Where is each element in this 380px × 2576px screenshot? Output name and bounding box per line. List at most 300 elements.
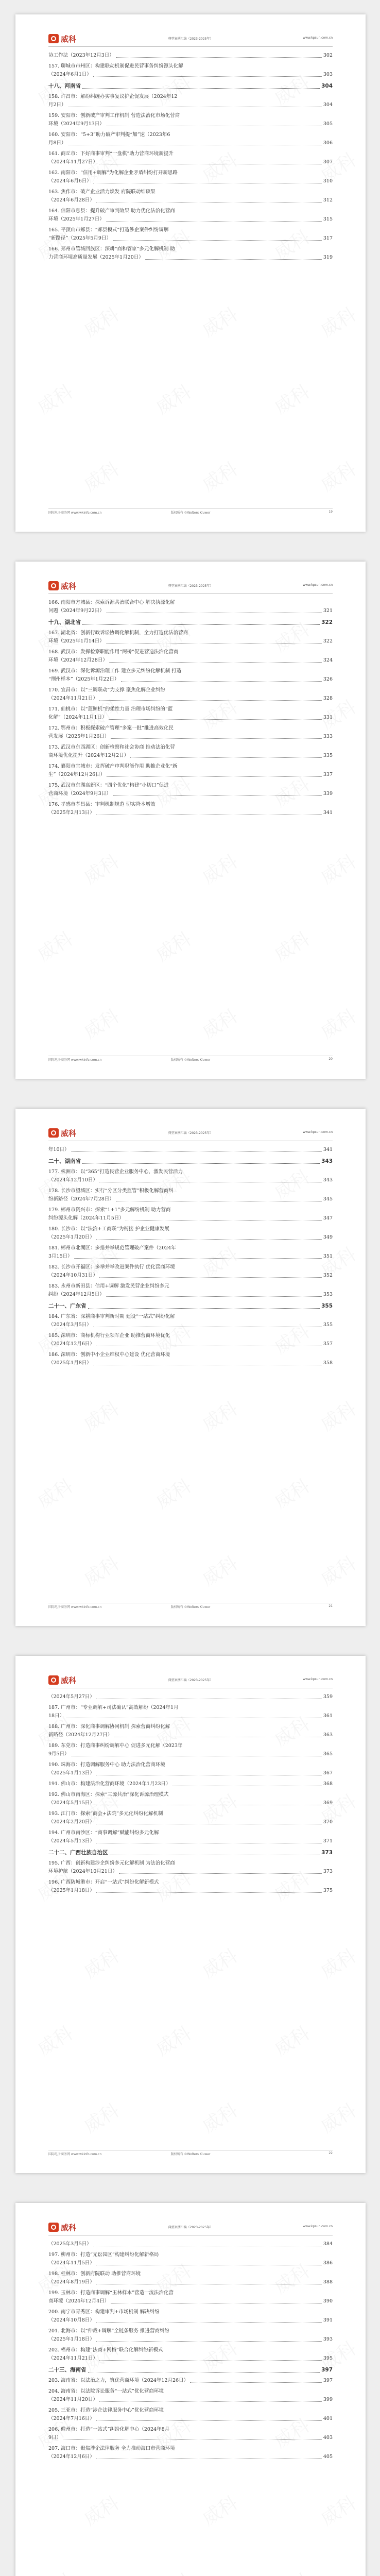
toc-entry-line-last: [48, 177, 333, 185]
toc-entry[interactable]: [48, 2445, 333, 2461]
toc-entry-line: [48, 150, 333, 158]
toc-entry-text: 新路径（2024年12月27日）: [48, 1732, 113, 1738]
toc-entry[interactable]: [48, 2251, 333, 2267]
toc-entry-text: （2024年12月6日）: [48, 2454, 95, 2460]
header-doc-title: 典型案例汇编（2023-2025年）: [168, 1131, 213, 1135]
toc-section-heading[interactable]: [48, 2365, 333, 2375]
toc-entry[interactable]: [48, 1878, 333, 1895]
toc-entry-text: 176. 孝感市孝昌县：审判机制规范 切实降本增效: [48, 802, 156, 807]
toc-entry-line-last: [48, 2259, 333, 2267]
toc-entry-text: 177. 株洲市：以“365”打造民营企业服务中心，激发民营活力: [48, 1169, 183, 1175]
toc-entry[interactable]: [48, 1313, 333, 1329]
toc-page-number: 357: [323, 1341, 333, 1347]
toc-entry-line: [48, 2251, 333, 2259]
toc-entry-line: [48, 1351, 333, 1359]
toc-page-number: 361: [323, 1713, 333, 1719]
toc-entry-line-last: [48, 2240, 333, 2248]
toc-entry-line-last: [48, 1321, 333, 1329]
toc-page-number: 403: [323, 2435, 333, 2441]
leader-dots: [145, 259, 322, 260]
toc-entry[interactable]: [48, 1146, 333, 1154]
toc-entry[interactable]: [48, 245, 333, 262]
toc-entry[interactable]: [48, 1282, 333, 1299]
toc-entry-text: （2025年1月18日）: [48, 2336, 95, 2342]
toc-entry-text: 159. 安阳市：创新破产审判工作机制 营造法治化市场化营商: [48, 113, 180, 118]
toc-entry-text: 二十一、广东省: [48, 1303, 87, 1309]
leader-dots: [82, 88, 320, 89]
header-doc-title: 典型案例汇编（2023-2025年）: [168, 584, 213, 588]
toc-entry-text: （2024年6月6日）: [48, 178, 92, 184]
watermark-text: [197, 300, 242, 342]
toc-entry[interactable]: [48, 150, 333, 166]
toc-entry[interactable]: [48, 1780, 333, 1788]
toc-entry-text: 商环境（2024年12月4日）: [48, 2298, 110, 2304]
toc-page-number: 373: [321, 1850, 333, 1856]
toc-page-number: 352: [323, 1273, 333, 1278]
toc-page-number: 343: [321, 1158, 333, 1164]
leader-dots: [126, 1220, 322, 1221]
toc-entry[interactable]: [48, 1332, 333, 1348]
footer-page-number: 20: [329, 1057, 333, 1061]
toc-entry[interactable]: [48, 1244, 333, 1261]
footer-left: 国际电子商务网 www.wkinfo.com.cn: [48, 1058, 102, 1062]
toc-entry-line: [48, 207, 333, 215]
toc-entry-line: [48, 724, 333, 733]
toc-entry-line-last: [48, 71, 333, 79]
watermark-text: [315, 1549, 360, 1591]
toc-entry-text: 纠纷（2024年12月5日）: [48, 1292, 105, 1297]
toc-entry-text: 二十、湖南省: [48, 1158, 81, 1164]
toc-page-number: 386: [323, 2260, 333, 2266]
toc-entry-text: 187. 广州市：“专业调解+司法确认”高效解纷（2024年1月: [48, 1705, 179, 1710]
toc-entry-text: 164. 信阳市息县：提升破产审判效果 助力优化法治化营商: [48, 208, 175, 214]
toc-entry[interactable]: [48, 226, 333, 243]
toc-entry-text: 166. 南阳市方城县：探索诉源共治联合中心 解决执源化解: [48, 600, 175, 605]
watermark-text: [315, 2489, 360, 2531]
toc-entry-text: 171. 仙桃市：以“蓝鲸机”的柔性力量 治理市场纠纷的“蓝: [48, 706, 173, 712]
toc-entry[interactable]: [48, 112, 333, 128]
toc-entry-line: [48, 743, 333, 752]
toc-entry-line-last: [48, 2415, 333, 2423]
toc-entry-line-last: [48, 2354, 333, 2363]
leader-dots: [99, 700, 322, 701]
leader-dots: [74, 1258, 322, 1259]
leader-dots: [96, 1892, 322, 1893]
toc-entry-text: 195. 广西：创新构建涉企纠纷多元化解机制 为法治化营商: [48, 1860, 175, 1866]
toc-entry-text: 180. 长沙市：以“法治+工商联”为衔接 护企业健康发展: [48, 1226, 169, 1232]
toc-entry-line: [48, 686, 333, 694]
watermark-text: [78, 2096, 124, 2138]
toc-entry-line-last: [48, 694, 333, 703]
toc-entry-line-last: [48, 1712, 333, 1720]
leader-dots: [99, 1277, 322, 1278]
toc-entry-line: [48, 667, 333, 675]
leader-dots: [99, 2401, 322, 2402]
toc-entry-line: [48, 2406, 333, 2415]
watermark-text: [269, 925, 314, 967]
toc-entry-text: （2024年6月28日）: [48, 197, 95, 203]
toc-entry-text: 190. 珠海市：打造调解服务中心 助力法治化营商环境: [48, 1762, 165, 1768]
toc-entry-text: （2024年3月5日）: [48, 1322, 92, 1328]
toc-page-number: 371: [323, 1838, 333, 1844]
page-footer: [48, 510, 333, 516]
toc-page-number: 335: [323, 753, 333, 758]
toc-entry-text: 157. 聊城市市州区：构建联动机制促进民营事务纠纷源头化解: [48, 63, 183, 69]
watermark-text: [150, 2566, 196, 2576]
footer-copyright: 版权所有 ©Wolters Kluwer: [170, 1058, 211, 1062]
toc-entry-text: 163. 焦作市：破产企业活力焕发 府院联动结硕果: [48, 189, 156, 195]
toc-entry-text: 182. 长沙市开福区：多举并举改进案件执行 优化营商环境: [48, 1264, 175, 1270]
toc-entry-line-last: [48, 1750, 333, 1758]
toc-page-number: 359: [323, 1694, 333, 1700]
toc-entry[interactable]: [48, 2308, 333, 2325]
toc-entry-text: 纷新路径（2024年7月28日）: [48, 1196, 114, 1202]
toc-entry-text: 198. 桂林市：创新府院联动 助推营商环境: [48, 2271, 141, 2277]
toc-entry[interactable]: [48, 1761, 333, 1777]
toc-entry-line: [48, 1723, 333, 1731]
toc-entry-text: （2024年8月19日）: [48, 2279, 95, 2285]
toc-entry-line: [48, 1791, 333, 1799]
toc-entry[interactable]: [48, 2377, 333, 2385]
watermark-text: [197, 2489, 242, 2531]
toc-entry-line: [48, 762, 333, 771]
toc-entry[interactable]: [48, 1693, 333, 1701]
toc-entry[interactable]: [48, 2406, 333, 2423]
toc-entry-line-last: [48, 2377, 333, 2385]
watermark-text: [197, 2096, 242, 2138]
toc-entry-line: [48, 2387, 333, 2396]
toc-entry[interactable]: [48, 1742, 333, 1758]
header-url: www.kpsun.com.cn: [303, 583, 333, 587]
toc-entry[interactable]: [48, 1351, 333, 1367]
toc-page-number: 302: [323, 53, 333, 58]
toc-entry[interactable]: [48, 1723, 333, 1739]
page-header: [48, 2222, 333, 2234]
toc-page-number: 305: [323, 121, 333, 127]
toc-entry[interactable]: [48, 1810, 333, 1826]
watermark-text: [78, 455, 124, 497]
toc-entry-line-last: [48, 1291, 333, 1299]
toc-entry-text: “新路径”（2025年5月9日）: [48, 235, 111, 241]
toc-page-number: 369: [323, 1800, 333, 1806]
toc-entry-line-last: [48, 234, 333, 243]
toc-entry[interactable]: [48, 62, 333, 79]
toc-entry-line: [48, 112, 333, 120]
logo-text: 威科: [61, 2223, 77, 2232]
toc-entry-line-last: [48, 752, 333, 760]
toc-entry-text: （2024年5月27日）: [48, 1694, 95, 1700]
toc-entry-line-last: [48, 1252, 333, 1261]
toc-entry[interactable]: [48, 599, 333, 615]
toc-page: [15, 562, 366, 1079]
toc-entry-text: 160. 安阳市：“5+3”助力破产审判提“加”速（2023年6: [48, 132, 170, 138]
toc-page-number: 373: [323, 1869, 333, 1874]
toc-page-number: 341: [323, 1147, 333, 1153]
toc-section-heading[interactable]: [48, 1301, 333, 1311]
toc-page-number: 393: [323, 2336, 333, 2342]
toc-entry[interactable]: [48, 1859, 333, 1876]
toc-page-number: 355: [321, 1303, 333, 1309]
toc-entry-text: 175. 武汉市东湖高新区：“四个优化”构建“小切口”促进: [48, 783, 169, 788]
toc-page-number: 331: [323, 715, 333, 720]
toc-entry-text: （2025年1月8日）: [48, 1360, 92, 1366]
toc-page-number: 339: [323, 791, 333, 796]
toc-entry-line-last: [48, 120, 333, 128]
leader-dots: [130, 757, 322, 758]
toc-entry-line-last: [48, 2278, 333, 2286]
toc-entry[interactable]: [48, 93, 333, 109]
toc-entry[interactable]: [48, 2426, 333, 2442]
watermark-text: [269, 1472, 314, 1514]
toc-entry-text: 186. 深圳市：创新中小企业维权中心建设 优化营商环境: [48, 1352, 170, 1358]
toc-entry-line-last: [48, 215, 333, 224]
header-url: www.kpsun.com.cn: [303, 36, 333, 40]
toc-entry[interactable]: [48, 2346, 333, 2363]
toc-entry[interactable]: [48, 724, 333, 741]
toc-entry-line-last: [48, 1340, 333, 1348]
toc-entry-text: （2024年11月20日）: [48, 2397, 98, 2402]
toc-entry[interactable]: [48, 2387, 333, 2404]
toc-entry-text: 营发展（2025年1月26日）: [48, 734, 110, 739]
toc-entry-text: 年10日）: [48, 1147, 70, 1153]
toc-entry-line: [48, 2308, 333, 2316]
toc-entry-text: 191. 佛山市：构建法治化营商环境（2024年1月23日）: [48, 1781, 171, 1787]
toc-entry-line-last: [48, 1233, 333, 1242]
toc-page-number: 399: [323, 2397, 333, 2402]
toc-entry[interactable]: [48, 1225, 333, 1242]
toc-entry-line: [48, 1206, 333, 1214]
header-divider: [48, 46, 333, 47]
toc-entry-text: 18日）: [48, 1713, 65, 1719]
toc-entry-text: （2025年1月20日）: [48, 1234, 95, 1240]
toc-page-number: 310: [323, 178, 333, 184]
toc-page-number: 322: [321, 619, 333, 625]
toc-list: [48, 1693, 333, 1897]
leader-dots: [116, 57, 322, 58]
toc-page-number: 395: [323, 2355, 333, 2361]
leader-dots: [93, 76, 322, 77]
toc-entry[interactable]: [48, 131, 333, 147]
toc-entry-text: 183. 永州市新田县：信用+调解 激发民营企业纠纷多元: [48, 1283, 169, 1289]
toc-entry-line-last: [48, 2396, 333, 2404]
toc-entry-line: [48, 1282, 333, 1291]
toc-section-heading[interactable]: [48, 618, 333, 627]
toc-entry-text: 环境（2024年9月13日）: [48, 121, 105, 127]
toc-entry[interactable]: [48, 801, 333, 817]
toc-entry-text: 月8日）: [48, 140, 66, 146]
toc-entry[interactable]: [48, 1791, 333, 1807]
toc-page-number: 328: [323, 696, 333, 701]
toc-entry-text: （2024年2月20日）: [48, 1819, 95, 1825]
footer-copyright: 版权所有 ©Wolters Kluwer: [170, 511, 211, 515]
toc-entry-text: 194. 广州市南沙区：“商事调解”赋能纠纷多元化解: [48, 1830, 159, 1836]
toc-page-number: 322: [323, 638, 333, 644]
toc-entry-text: 205. 三亚市：打造“涉企法律服务中心”优化营商环境: [48, 2408, 164, 2413]
toc-entry-text: （2024年12月10日）: [48, 1177, 98, 1183]
watermark-text: [150, 925, 196, 967]
toc-page-number: 397: [323, 2378, 333, 2383]
toc-entry-line-last: [48, 1837, 333, 1845]
toc-entry-line-last: [48, 675, 333, 684]
toc-page-number: 397: [321, 2367, 333, 2373]
footer-page-number: 22: [329, 2151, 333, 2155]
toc-page-number: 384: [323, 2241, 333, 2247]
footer-left: 国际电子商务网 www.wkinfo.com.cn: [48, 1605, 102, 1609]
toc-entry[interactable]: [48, 1829, 333, 1845]
toc-page-number: 317: [323, 235, 333, 241]
toc-entry[interactable]: [48, 188, 333, 205]
toc-entry[interactable]: [48, 52, 333, 60]
toc-entry-text: 184. 广东省：深耕商事审判新时期 建设“一站式”纠纷化解: [48, 1314, 175, 1319]
toc-entry[interactable]: [48, 1704, 333, 1720]
toc-section-heading[interactable]: [48, 1848, 333, 1857]
header-url: www.kpsun.com.cn: [303, 2225, 333, 2228]
toc-entry-text: （2025年3月5日）: [48, 2241, 92, 2247]
header-url: www.kpsun.com.cn: [303, 1677, 333, 1681]
toc-entry[interactable]: [48, 743, 333, 760]
leader-dots: [109, 662, 322, 663]
toc-entry[interactable]: [48, 207, 333, 224]
page-footer: [48, 2151, 333, 2158]
toc-entry-line-last: [48, 714, 333, 722]
toc-entry[interactable]: [48, 1206, 333, 1223]
toc-entry-line: [48, 93, 333, 101]
toc-entry-text: 环境护航（2024年10月21日）: [48, 1869, 117, 1874]
toc-entry-line-last: [48, 2316, 333, 2325]
leader-dots: [96, 1239, 322, 1240]
logo-text: 威科: [61, 1128, 77, 1138]
toc-entry-text: 3月15日）: [48, 1253, 73, 1259]
toc-entry-text: 9日）: [48, 2435, 62, 2441]
toc-page-number: 307: [323, 159, 333, 165]
toc-entry-line: [48, 629, 333, 637]
toc-entry-text: （2024年6月1日）: [48, 72, 92, 77]
leader-dots: [107, 776, 322, 777]
watermark-text: [197, 455, 242, 497]
toc-entry-line: [48, 1878, 333, 1887]
leader-dots: [96, 2420, 322, 2421]
watermark-text: [32, 2019, 77, 2061]
toc-entry[interactable]: [48, 1187, 333, 1204]
toc-entry-line-last: [48, 1848, 333, 1857]
toc-entry-text: 206. 儋州市：打造“一站式”纠纷化解中心（2024年8月: [48, 2427, 170, 2432]
toc-entry-text: （2024年11月5日）: [48, 2260, 95, 2266]
toc-entry-text: 商环境优化提升（2024年12月2日）: [48, 753, 129, 758]
toc-entry-line-last: [48, 52, 333, 60]
watermark-text: [269, 378, 314, 419]
toc-entry-text: 204. 海南省：以法院诉讼服务“一站式”优化营商环境: [48, 2388, 164, 2394]
toc-section-heading[interactable]: [48, 1157, 333, 1166]
leader-dots: [121, 681, 322, 682]
toc-entry-text: 161. 商丘市：下好商事审判“一盘棋”助力营商环境新提升: [48, 151, 174, 157]
toc-entry-text: 纠纷源头化解（2024年11月5日）: [48, 1215, 124, 1221]
toc-section-heading[interactable]: [48, 81, 333, 91]
toc-entry-line-last: [48, 1693, 333, 1701]
toc-entry[interactable]: [48, 667, 333, 684]
toc-page-number: 375: [323, 1888, 333, 1893]
footer-page-number: 19: [329, 510, 333, 514]
toc-entry-line: [48, 2289, 333, 2297]
toc-entry-line-last: [48, 139, 333, 147]
toc-entry-text: 179. 郴州市资兴市：探索“1+1”多元解纷机制 助力营商: [48, 1207, 171, 1213]
watermark-text: [78, 1549, 124, 1591]
toc-entry-line-last: [48, 1868, 333, 1876]
toc-entry[interactable]: [48, 2270, 333, 2286]
toc-entry-text: 162. 南阳市：“信用+调解”为化解企业矛盾纠纷打开新思路: [48, 170, 178, 176]
toc-entry[interactable]: [48, 782, 333, 798]
toc-entry-line: [48, 131, 333, 139]
leader-dots: [106, 221, 322, 222]
toc-entry-text: 192. 佛山市南海区：探索“三源共治”深化诉源治理模式: [48, 1792, 169, 1798]
watermark-text: [197, 1002, 242, 1044]
watermark-text: [78, 848, 124, 889]
toc-entry[interactable]: [48, 762, 333, 779]
toc-entry[interactable]: [48, 705, 333, 722]
toc-page-number: 303: [323, 72, 333, 77]
toc-entry-text: 生”（2024年12月26日）: [48, 772, 106, 777]
toc-entry-text: （2024年5月13日）: [48, 1838, 95, 1844]
toc-entry-line-last: [48, 809, 333, 817]
toc-page-number: 321: [323, 608, 333, 614]
toc-entry-text: （2024年10月31日）: [48, 1273, 98, 1278]
toc-entry[interactable]: [48, 686, 333, 703]
toc-entry-text: 166. 郑州市管城回族区：深耕“商和管家”多元化解机制 助: [48, 246, 175, 252]
watermark-text: [150, 1472, 196, 1514]
toc-entry-line: [48, 705, 333, 714]
toc-page-number: 363: [323, 1732, 333, 1738]
toc-entry-line-last: [48, 1359, 333, 1367]
toc-page: [15, 1109, 366, 1626]
watermark-text: [78, 300, 124, 342]
toc-entry-line: [48, 1859, 333, 1868]
toc-entry-line-last: [48, 1146, 333, 1154]
toc-page-number: 337: [323, 772, 333, 777]
toc-page-number: 388: [323, 2279, 333, 2285]
leader-dots: [71, 1151, 322, 1152]
watermark-text: [315, 455, 360, 497]
watermark-text: [32, 1472, 77, 1514]
toc-entry[interactable]: [48, 2289, 333, 2306]
toc-page-number: 370: [323, 1819, 333, 1825]
toc-page-number: 306: [323, 140, 333, 146]
toc-entry-text: 189. 东莞市：打造商事纠纷调解中心 促进多元化解（2023年: [48, 1743, 183, 1749]
toc-entry[interactable]: [48, 1263, 333, 1280]
toc-list: [48, 599, 333, 820]
toc-entry[interactable]: [48, 169, 333, 185]
footer-left: 国际电子商务网 www.wkinfo.com.cn: [48, 2153, 102, 2156]
toc-entry[interactable]: [48, 648, 333, 665]
toc-entry-text: 199. 玉林市：打造商事调解“玉林样本”营造一流法治化营: [48, 2290, 174, 2296]
toc-entry-line: [48, 2445, 333, 2453]
toc-entry[interactable]: [48, 629, 333, 646]
watermark-text: [78, 1395, 124, 1436]
toc-page-number: 343: [323, 1177, 333, 1183]
leader-dots: [96, 2322, 322, 2323]
toc-page-number: 390: [323, 2298, 333, 2304]
page-header: [48, 1674, 333, 1687]
watermark-text: [78, 2489, 124, 2531]
toc-entry[interactable]: [48, 2240, 333, 2248]
toc-entry-line-last: [48, 81, 333, 91]
watermark-text: [32, 2566, 77, 2576]
toc-entry-line-last: [48, 1780, 333, 1788]
toc-entry-text: 问题（2024年9月22日）: [48, 608, 105, 614]
watermark-text: [315, 300, 360, 342]
toc-entry[interactable]: [48, 1168, 333, 1184]
toc-page: [15, 2203, 366, 2576]
toc-entry[interactable]: [48, 2327, 333, 2344]
toc-entry-line-last: [48, 196, 333, 205]
